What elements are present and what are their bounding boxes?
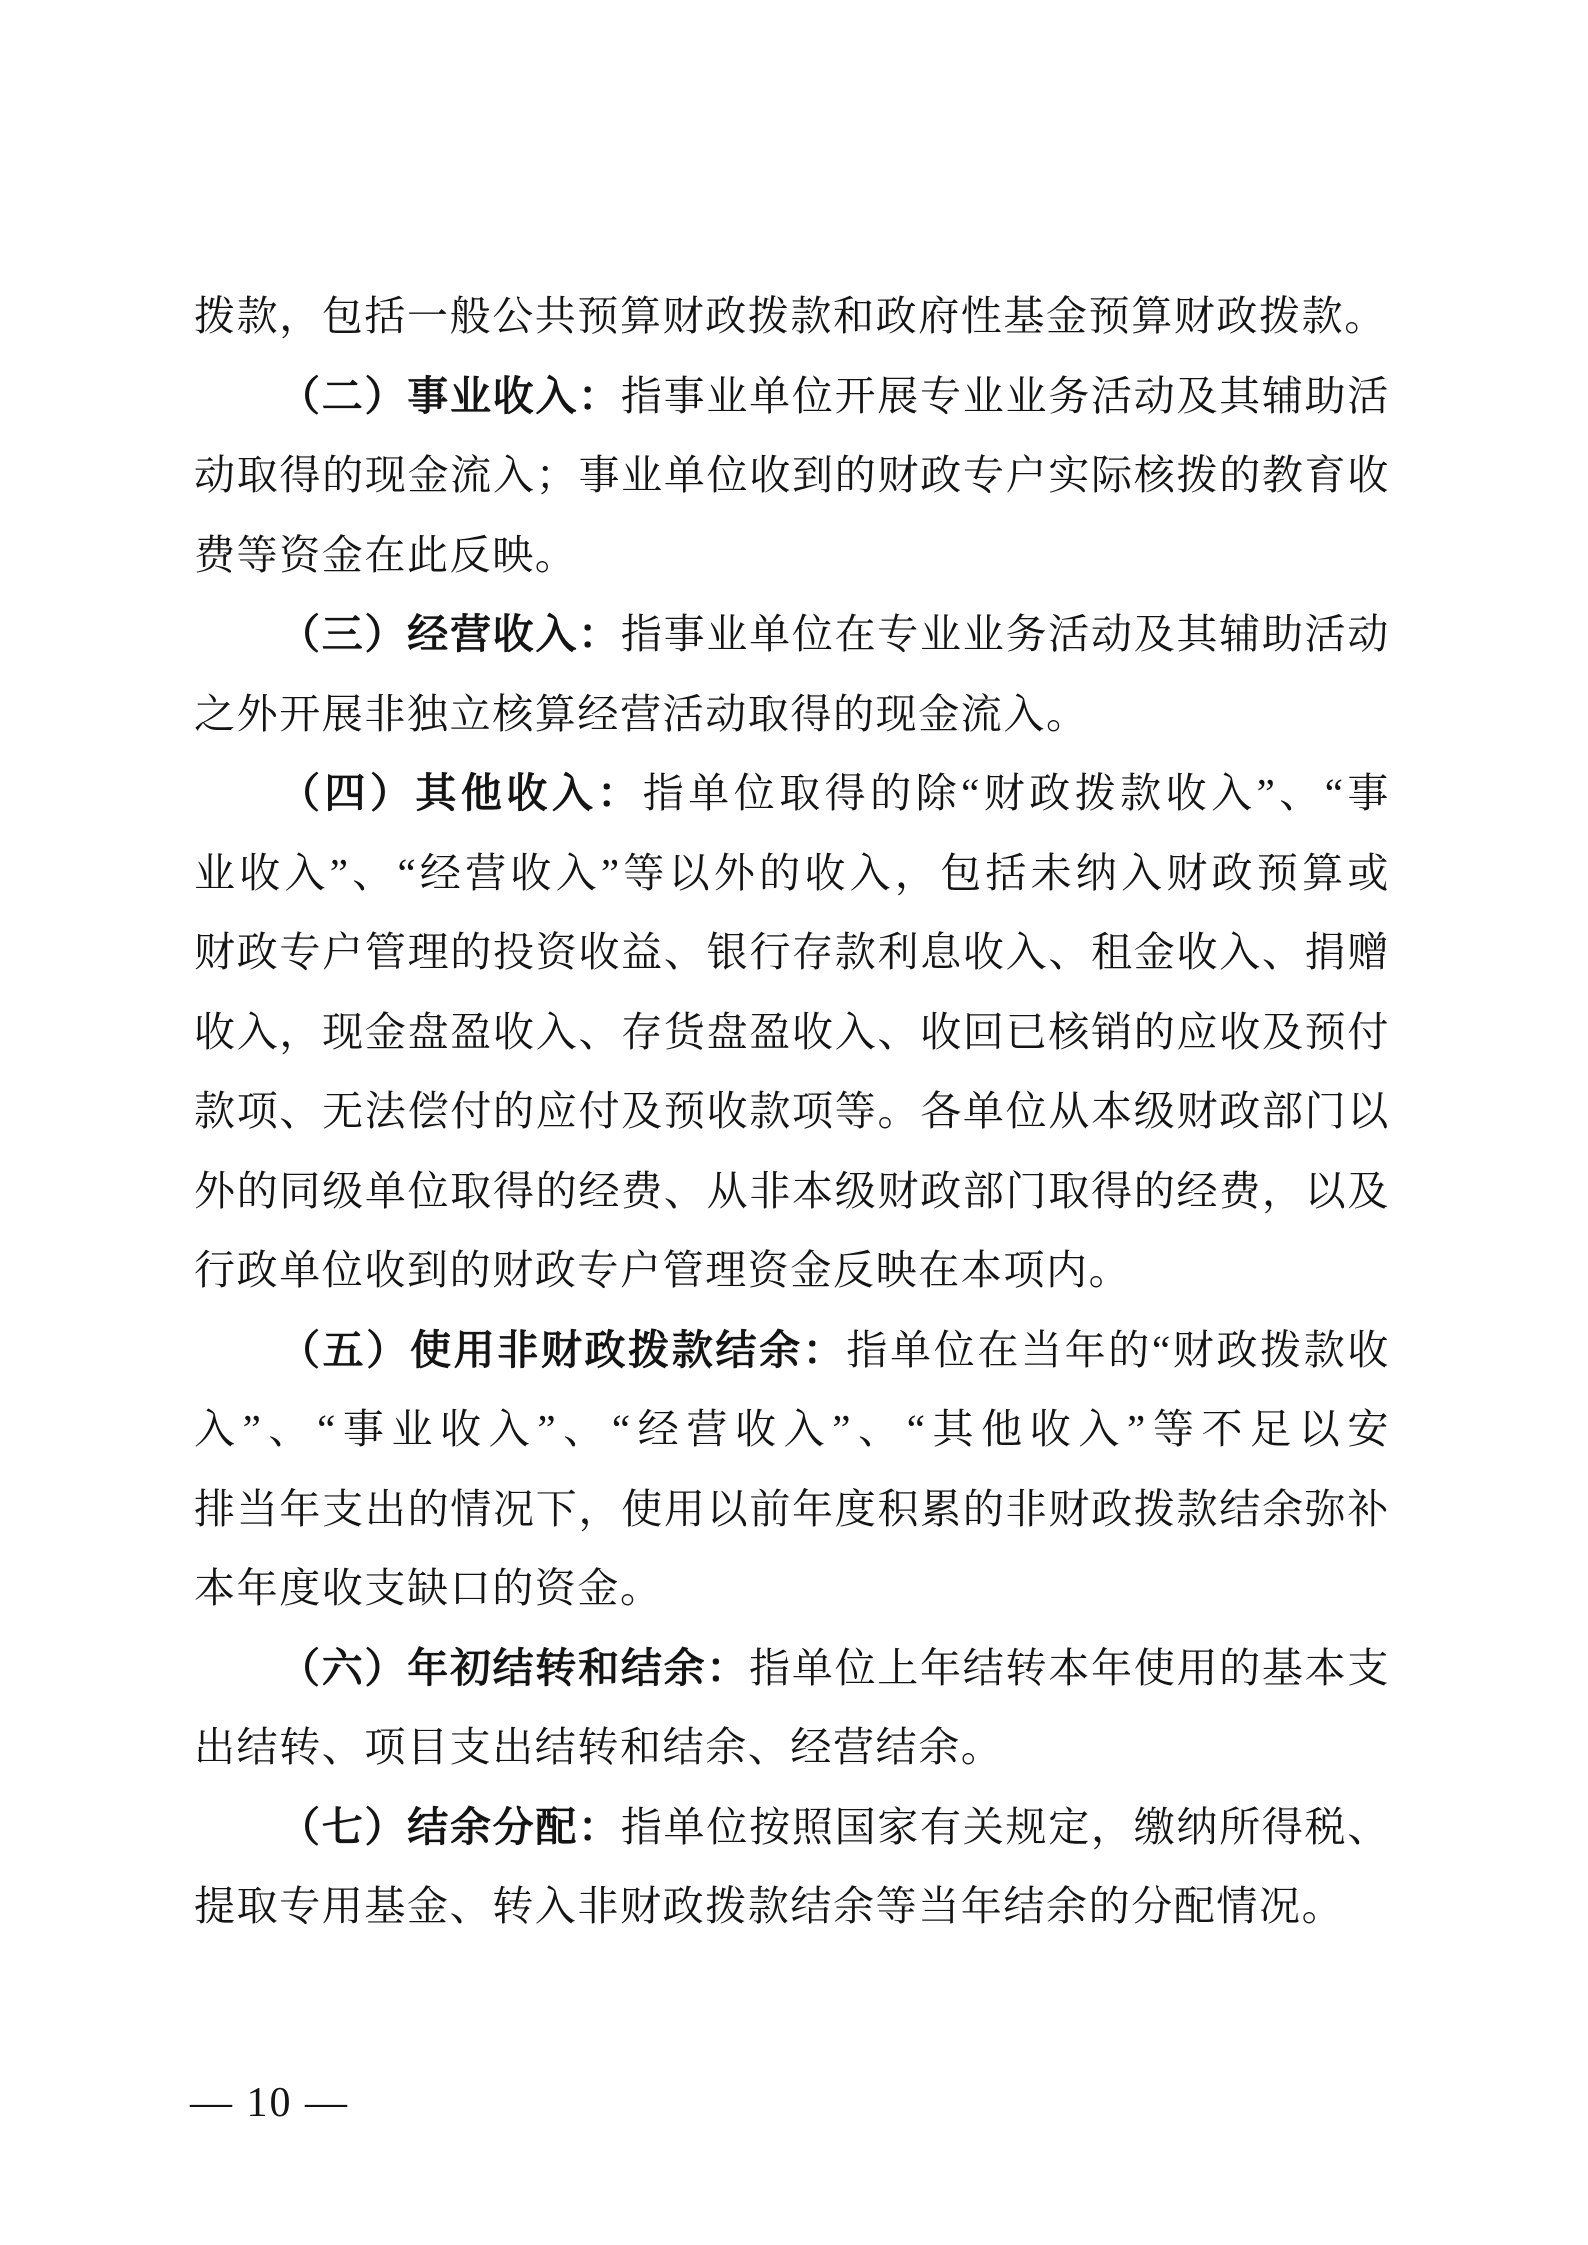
text-line (194, 1231, 1390, 1311)
text-line (194, 1788, 1390, 1868)
text-line (194, 1311, 1390, 1391)
text-line (194, 1072, 1390, 1152)
line-text: 指单位上年结转本年使用的基本支 (749, 1644, 1390, 1691)
line-text: 出结转、项目支出结转和结余、经营结余。 (194, 1724, 1004, 1770)
line-text: 入”、“事业收入”、“经营收入”、“其他收入”等不足以安 (194, 1406, 1390, 1452)
line-text: 业收入”、“经营收入”等以外的收入，包括未纳入财政预算或 (194, 849, 1390, 896)
text-line (194, 1867, 1390, 1947)
line-text: 提取专用基金、转入非财政拨款结余等当年结余的分配情况。 (194, 1883, 1345, 1929)
text-line (194, 1629, 1390, 1709)
line-text: 指单位在当年的“财政拨款收 (846, 1326, 1390, 1373)
line-text: 指单位按照国家有关规定，缴纳所得税、 (620, 1803, 1390, 1850)
text-line (194, 754, 1390, 834)
line-text: 动取得的现金流入；事业单位收到的财政专户实际核拨的教育收 (194, 452, 1390, 498)
line-text: 收入，现金盘盈收入、存货盘盈收入、收回已核销的应收及预付 (194, 1008, 1390, 1055)
section-heading: （六）年初结转和结余： (279, 1644, 750, 1691)
text-line (194, 595, 1390, 675)
line-text: 外的同级单位取得的经费、从非本级财政部门取得的经费，以及 (194, 1167, 1390, 1214)
line-text: 之外开展非独立核算经营活动取得的现金流入。 (194, 690, 1089, 737)
text-line (194, 357, 1390, 437)
text-line (194, 834, 1390, 914)
line-text: 排当年支出的情况下，使用以前年度积累的非财政拨款结余弥补 (194, 1485, 1390, 1532)
line-text: 拨款，包括一般公共预算财政拨款和政府性基金预算财政拨款。 (194, 293, 1387, 339)
document-body (194, 277, 1390, 1947)
line-text: 行政单位收到的财政专户管理资金反映在本项内。 (194, 1247, 1132, 1293)
line-text: 指单位取得的除“财政拨款收入”、“事 (642, 770, 1390, 816)
text-line (194, 1152, 1390, 1232)
text-line (194, 277, 1390, 357)
section-heading: （七）结余分配： (279, 1803, 621, 1850)
line-text: 本年度收支缺口的资金。 (194, 1565, 663, 1611)
line-text: 指事业单位开展专业业务活动及其辅助活 (620, 372, 1390, 419)
section-heading: （二）事业收入： (279, 372, 621, 419)
page-number: — 10 — (190, 2080, 349, 2126)
text-line (194, 1549, 1390, 1629)
line-text: 财政专户管理的投资收益、银行存款利息收入、租金收入、捐赠 (194, 929, 1390, 975)
section-heading: （四）其他收入： (279, 770, 643, 816)
section-heading: （三）经营收入： (279, 611, 621, 657)
text-line (194, 675, 1390, 755)
text-line (194, 516, 1390, 596)
text-line (194, 436, 1390, 516)
section-heading: （五）使用非财政拨款结余： (279, 1326, 847, 1373)
text-line (194, 1470, 1390, 1550)
line-text: 费等资金在此反映。 (194, 531, 578, 578)
line-text: 指事业单位在专业业务活动及其辅助活动 (620, 611, 1390, 657)
line-text: 款项、无法偿付的应付及预收款项等。各单位从本级财政部门以 (194, 1088, 1390, 1134)
text-line (194, 913, 1390, 993)
text-line (194, 1390, 1390, 1470)
text-line (194, 993, 1390, 1073)
text-line (194, 1708, 1390, 1788)
